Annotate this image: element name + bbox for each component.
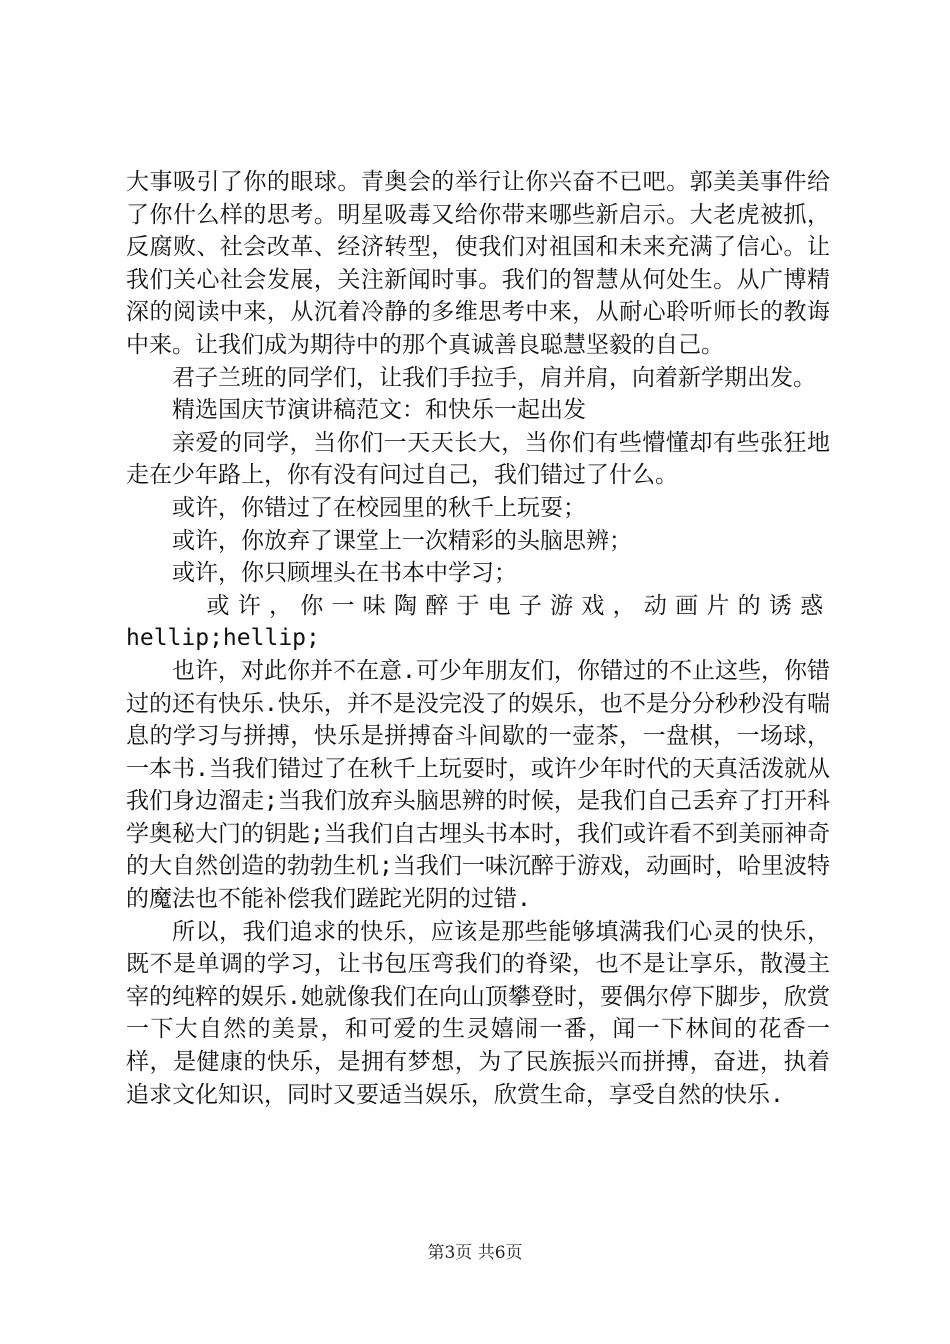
document-body	[126, 166, 830, 1111]
paragraph-conclusion: 所以，我们追求的快乐，应该是那些能够填满我们心灵的快乐，既不是单调的学习，让书包压弯我们的脊梁，也不是让享乐，散漫主宰的纯粹的娱乐.她就像我们在向山顶攀登时，要偶尔停下脚步，欣赏一下大自然的美景，和可爱的生灵嬉闹一番，闻一下林间的花香一样，是健康的快乐，是拥有梦想，为了民族振兴而拼搏，奋进，执着追求文化知识，同时又要适当娱乐，欣赏生命，享受自然的快乐.	[126, 918, 830, 1108]
speech-title: 精选国庆节演讲稿范文：和快乐一起出发	[172, 397, 586, 424]
paragraph-perhaps-3: 或许，你只顾埋头在书本中学习；	[172, 560, 517, 587]
paragraph-class-call: 君子兰班的同学们，让我们手拉手，肩并肩，向着新学期出发。	[172, 364, 816, 391]
paragraph-ellipsis: hellip;hellip;	[126, 625, 320, 652]
paragraph-perhaps-2: 或许，你放弃了课堂上一次精彩的头脑思辨；	[172, 527, 632, 554]
paragraph-perhaps-4: 或许，你一味陶醉于电子游戏，动画片的诱惑	[206, 592, 830, 619]
paragraph-greeting: 亲爱的同学，当你们一天天长大，当你们有些懵懂却有些张狂地走在少年路上，你有没有问过自己，我们错过了什么。	[126, 429, 830, 489]
page-number-footer: 第3页 共6页	[427, 1243, 523, 1263]
paragraph-maybe: 也许，对此你并不在意.可少年朋友们，你错过的不止这些，你错过的还有快乐.快乐，并不是没完没了的娱乐，也不是分分秒秒没有喘息的学习与拼搏，快乐是拼搏奋斗间歇的一壶茶，一盘棋，一场球，一本书.当我们错过了在秋千上玩耍时，或许少年时代的天真活泼就从我们身边溜走;当我们放弃头脑思辨的时候，是我们自己丢弃了打开科学奥秘大门的钥匙;当我们自古埋头书本时，我们或许看不到美丽神奇的大自然创造的勃勃生机;当我们一味沉醉于游戏，动画时，哈里波特的魔法也不能补偿我们蹉跎光阴的过错.	[126, 657, 830, 913]
paragraph-perhaps-1: 或许，你错过了在校园里的秋千上玩耍；	[172, 494, 586, 521]
paragraph-continuation: 大事吸引了你的眼球。青奥会的举行让你兴奋不已吧。郭美美事件给了你什么样的思考。明星吸毒又给你带来哪些新启示。大老虎被抓，反腐败、社会改革、经济转型，使我们对祖国和未来充满了信心。让我们关心社会发展，关注新闻时事。我们的智慧从何处生。从广博精深的阅读中来，从沉着冷静的多维思考中来，从耐心聆听师长的教诲中来。让我们成为期待中的那个真诚善良聪慧坚毅的自己。	[126, 169, 830, 358]
